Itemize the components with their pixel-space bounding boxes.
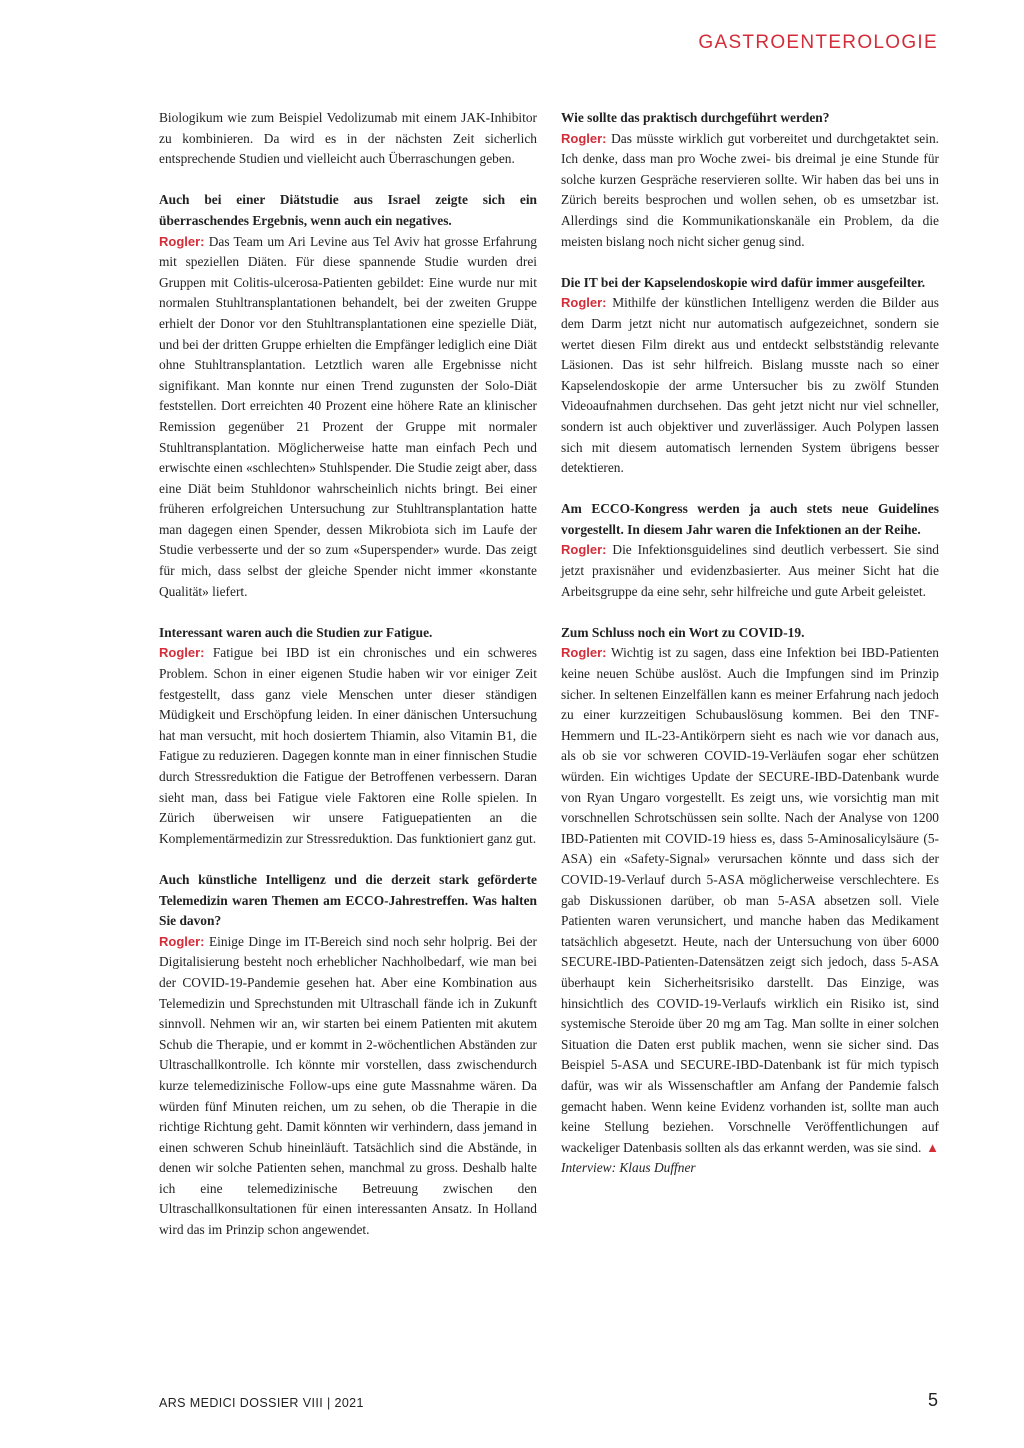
answer-guidelines: Rogler: Die Infektionsguidelines sind deutlich verbessert. Sie sind jetzt praxisnäher und evidenzbasierter. Aus meiner Sicht hat die Arbeitsgruppe da eine sehr, sehr hilfreiche und gute Arbeit geleistet. bbox=[561, 542, 939, 599]
speaker-label: Rogler: bbox=[159, 645, 205, 661]
answer-fatigue: Rogler: Fatigue bei IBD ist ein chronisches und ein schweres Problem. Schon in einer eigenen Studie haben wir vor einiger Zeit festgestellt, dass ganz viele Menschen unter dieser ständigen Müdigkeit und Erschöpfung leiden. In einer dänischen Untersuchung hat man versucht, mit hoch dosiertem Thiamin, also Vitamin B1, die Fatigue zu reduzieren. Dagegen konnte man in einer finnischen Studie durch Stressreduktion die Fatigue der Betroffenen verbessern. Daran sieht man, dass bei Fatigue viele Faktoren eine Rolle spielen. In Zürich überweisen wir unsere Fatiguepatienten an die Komplementärmedizin zur Stressreduktion. Das funktioniert ganz gut. bbox=[159, 645, 537, 846]
intro-paragraph: Biologikum wie zum Beispiel Vedolizumab mit einem JAK-Inhibitor zu kombinieren. Da wird es in der nächsten Zeit sicherlich entsprechende Studien und vielleicht auch Überraschungen geben. bbox=[159, 110, 537, 167]
end-triangle-icon: ▲ bbox=[926, 1139, 939, 1155]
question-covid: Zum Schluss noch ein Wort zu COVID-19. bbox=[561, 624, 805, 640]
speaker-label: Rogler: bbox=[561, 295, 607, 311]
answer-practical: Rogler: Das müsste wirklich gut vorbereitet und durchgetaktet sein. Ich denke, dass man pro Woche zwei- bis dreimal je eine Stunde für solche kurzen Gespräche reservieren sollte. Wir haben das bei uns in Zürich bereits besprochen und wollen sehen, ob es umsetzbar ist. Allerdings sind die Kommunikationskanäle ein Problem, da die meisten bislang noch nicht sicher genug sind. bbox=[561, 130, 939, 249]
question-capsule-endoscopy: Die IT bei der Kapselendoskopie wird dafür immer ausgefeilter. bbox=[561, 274, 926, 290]
speaker-label: Rogler: bbox=[561, 130, 607, 146]
question-ai-telemedicine: Auch künstliche Intelligenz und die derzeit stark geförderte Telemedizin waren Themen am ECCO-Jahrestreffen. Was halten Sie davon? bbox=[159, 871, 537, 929]
speaker-label: Rogler: bbox=[159, 933, 205, 949]
answer-diet-study: Rogler: Das Team um Ari Levine aus Tel Aviv hat grosse Erfahrung mit speziellen Diäten. Für diese spannende Studie wurden drei Gruppen mit Colitis-ulcerosa-Patienten gebildet: Eine wurde nur mit normalen Stuhltransplantationen behandelt, bei der zweiten Gruppe erhielt der Donor vor den Stuhltransplantationen eine spezielle Diät, und bei der dritten Gruppe erhielten die Empfänger lediglich eine Diät ohne Stuhltransplantation. Letztlich waren alle Ergebnisse nicht signifikant. Man konnte nur einen Trend zugunsten der Solo-Diät feststellen. Dort erreichten 40 Prozent eine höhere Rate an klinischer Remission gegenüber 21 Prozent der Gruppe mit normaler Stuhltransplantation. Möglicherweise hatte man einfach Pech und erwischte einen «schlechten» Stuhlspender. Die Studie zeigt aber, dass eine Diät beim Stuhldonor wahrscheinlich nichts bringt. Bei einer früheren erfolgreichen Untersuchung zur Stuhltransplantation hatte man dagegen einen Spender, dessen Mikrobiota sich im Laufe der Studie verbesserte und der so zum «Superspender» wurde. Das zeigt für mich, dass selbst der gleiche Spender nicht immer «konstante Qualität» liefert. bbox=[159, 233, 538, 599]
question-practical: Wie sollte das praktisch durchgeführt werden? bbox=[561, 110, 830, 125]
speaker-label: Rogler: bbox=[561, 645, 607, 661]
question-fatigue: Interessant waren auch die Studien zur Fatigue. bbox=[159, 624, 433, 640]
speaker-label: Rogler: bbox=[159, 233, 205, 249]
question-guidelines: Am ECCO-Kongress werden ja auch stets neue Guidelines vorgestellt. In diesem Jahr waren die Infektionen an der Reihe. bbox=[561, 501, 939, 537]
publication-footer: ARS MEDICI DOSSIER VIII | 2021 bbox=[159, 1396, 364, 1410]
page-number: 5 bbox=[927, 1390, 938, 1410]
section-title: GASTROENTEROLOGIE bbox=[698, 32, 938, 53]
question-diet-study: Auch bei einer Diätstudie aus Israel zeigte sich ein überraschendes Ergebnis, wenn auch ein negatives. bbox=[159, 192, 537, 228]
answer-ai-telemedicine: Rogler: Einige Dinge im IT-Bereich sind noch sehr holprig. Bei der Digitalisierung besteht noch erheblicher Nachholbedarf, wie man bei der COVID-19-Pandemie gesehen hat. Aber eine Kombination aus Telemedizin und Sprechstunden mit Ultraschall fände ich in Zukunft sinnvoll. Nehmen wir an, wir starten bei einem Patienten mit akutem Schub die Therapie, und er kommt in 2-wöchentlichen Abständen zur Ultraschallkontrolle. Ich könnte mir vorstellen, dass zwischendurch kurze telemedizinische Follow-ups eine gute Massnahme wären. Da würden fünf Minuten reichen, um zu sehen, ob die Therapie in die richtige Richtung geht. Damit könnten wir verhindern, dass jemand in einen schweren Schub hineinläuft. Tatsächlich sind die Abstände, in denen wir solche Patienten sehen, manchmal zu gross. Deshalb halte ich eine telemedizinische Betreuung zwischen den Ultraschallkonsultationen für einen interessanten Ansatz. In Holland wird das im Prinzip schon angewendet. bbox=[159, 933, 537, 1238]
interview-credit: Interview: Klaus Duffner bbox=[561, 1160, 696, 1176]
answer-capsule-endoscopy: Rogler: Mithilfe der künstlichen Intelligenz werden die Bilder aus dem Darm jetzt nicht nur automatisch aufgezeichnet, sondern sie wertet diesen Film direkt aus und entdeckt selbstständig relevante Läsionen. Das ist sehr hilfreich. Bislang musste nach so einer Kapselendoskopie der arme Untersucher bis zu zwölf Stunden Videoaufnahmen durchsehen. Das geht jetzt nicht nur viel schneller, sondern ist auch objektiver und zuverlässiger. Auch Polypen lassen sich mit diesem automatisch lernenden System übrigens besser detektieren. bbox=[561, 295, 939, 476]
right-column bbox=[561, 108, 939, 1179]
left-column bbox=[159, 108, 537, 1241]
speaker-label: Rogler: bbox=[561, 542, 607, 558]
answer-covid: Rogler: Wichtig ist zu sagen, dass eine Infektion bei IBD-Patienten keine neuen Schübe auslöst. Auch die Impfungen sind im Prinzip sicher. In seltenen Einzelfällen kann es meiner Erfahrung nach jedoch zu einer kurzzeitigen Schubauslösung kommen. Bei den TNF-Hemmern und IL-23-Antikörpern sieht es nach wie vor danach aus, als ob sie vor schweren COVID-19-Verläufen sogar eher schützen würden. Ein wichtiges Update der SECURE-IBD-Datenbank wurde von Ryan Ungaro vorgestellt. Es zeigt uns, wie vorsichtig man mit vorschnellen Schrotschüssen sein sollte. Nach der Analyse von 1200 IBD-Patienten mit COVID-19 hiess es, dass 5-Aminosalicylsäure (5-ASA) ein «Safety-Signal» verursachen könnte und dass sich der COVID-19-Verlauf durch 5-ASA möglicherweise verschlechtere. Es gab Diskussionen darüber, ob man 5-ASA absetzen soll. Viele Patienten waren verunsichert, und manche haben das Medikament tatsächlich abgesetzt. Heute, nach der Untersuchung von über 6000 SECURE-IBD-Patienten-Datensätzen zeigt sich jedoch, dass 5-ASA überhaupt kein Sicherheitsrisiko darstellt. Das Einzige, was hinsichtlich des COVID-19-Verlaufs wirklich ein Risiko ist, sind systemische Steroide über 20 mg am Tag. Man sollte in einer solchen Situation die Daten erst publik machen, wenn sie sicher sind. Das Beispiel 5-ASA und SECURE-IBD-Datenbank ist für mich typisch dafür, was wir als Wissenschaftler am Anfang der Pandemie falsch gemacht haben. Wenn keine Evidenz vorhanden ist, sollte man auch keine Stellung beziehen. Vorschnelle Veröffentlichungen auf wackeliger Datenbasis sollten als das erkannt werden, was sie sind. ▲ bbox=[561, 643, 939, 1158]
